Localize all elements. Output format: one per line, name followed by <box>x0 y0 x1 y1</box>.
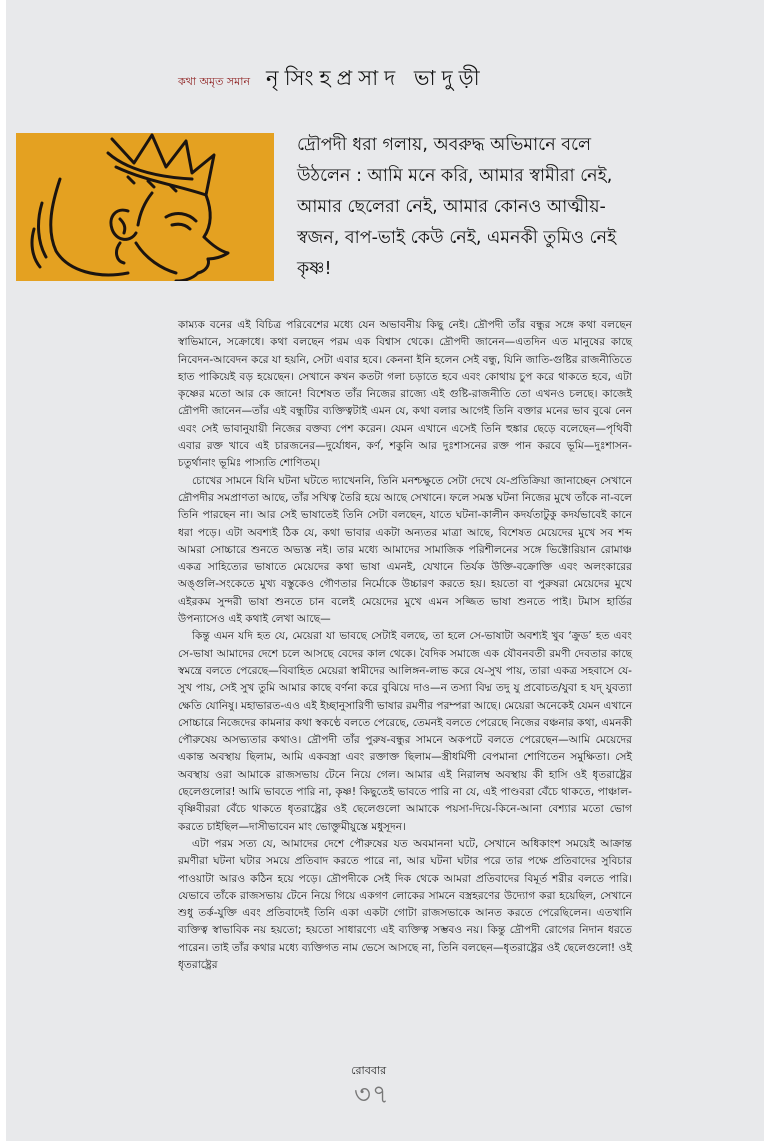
magazine-page <box>6 0 764 1141</box>
body-paragraph: কিন্তু এমন যদি হত যে, মেয়েরা যা ভাবছে সেটাই বলছে, তা হলে সে-ভাষাটা অবশ্যই খুব ‘ক্রুড’ হত এবং সে-ভাষা আমাদের দেশে চলে আসছে বেদের কাল থেকে। বৈদিক সমাজে এক যৌবনবতী রমণী দেবতার কাছে স্বমন্ত্রে বলতে পেরেছে—বিবাহিত মেয়েরা স্বামীদের আলিঙ্গন-লাভ করে যে-সুখ পায়, তারা একত্র সহবাসে যে-সুখ পায়, সেই সুখ তুমি আমার কাছে বর্ণনা করে বুঝিয়ে দাও—ন তস্যা বিদ্ম তদু যু প্রবোচত/যুবা হ যদ্ যুবত্যা ক্ষেতি যোনিষু। মহাভারত-এও এই ইচ্ছানুসারিণী ভাষার রমণীর পরম্পরা আছে। মেয়েরা অনেকেই যেমন এখানে সোচ্চারে নিজেদের কামনার কথা স্বকণ্ঠে বলতে পেরেছে, তেমনই বলতে পেরেছে নিজের বঞ্চনার কথা, এমনকী পৌরুষেয় অসভ্যতার কথাও। দ্রৌপদী তাঁর পুরুষ-বন্ধুর সামনে অকপটে বলতে পেরেছেন—আমি মেয়েদের একান্ত অবস্থায় ছিলাম, আমি একবস্ত্রা এবং রক্তাক্ত ছিলাম—স্ত্রীধর্মিণী বেপমানা শোণিতেন সমুক্ষিতা। সেই অবস্থায় ওরা আমাকে রাজসভায় টেনে নিয়ে গেল। আমার এই নিরালম্ব অবস্থায় কী হাসি ওই ধৃতরাষ্ট্রের ছেলেগুলোর! আমি ভাবতে পারি না, কৃষ্ণ! কিছুতেই ভাবতে পারি না যে, এই পাণ্ডবরা বেঁচে থাকতে, পাঞ্চাল-বৃষ্ণিবীররা বেঁচে থাকতে ধৃতরাষ্ট্রের ওই ছেলেগুলো আমাকে পয়সা-দিয়ে-কিনে-আনা বেশ্যার মতো ভোগ করতে চাইছিল—দাসীভাবেন মাং ভোক্তুমীয়ুস্তে মধুসূদন। <box>178 630 633 833</box>
body-paragraph: চোখের সামনে যিনি ঘটনা ঘটতে দ্যাখেননি, তিনি মনশ্চক্ষুতে সেটা দেখে যে-প্রতিক্রিয়া জানাচ্ছেন সেখানে দ্রৌপদীর সমপ্রাণতা আছে, তাঁর সখিত্ব তৈরি হয়ে আছে সেখানে। ফলে সমস্ত ঘটনা নিজের মুখে তাঁকে না-বলে তিনি পারছেন না। আর সেই ভাষাতেই তিনি সেটা বলছেন, যাতে ঘটনা-কালীন কদর্যতাটুকু কদর্যভাবেই কানে ধরা পড়ে। এটা অবশ্যই ঠিক যে, কথা ভাবার একটা অন্যতর মাত্রা আছে, বিশেষত মেয়েদের মুখে সব শব্দ আমরা সোচ্চারে শুনতে অভ্যস্ত নই। তার মধ্যে আমাদের সামাজিক পরিশীলনের সঙ্গে ভিক্টোরিয়ান রোমাঞ্চ একত্র সাহিত্যের ভাষাতে মেয়েদের কথা ভাষা এমনই, যেখানে তির্যক উক্তি-বক্রোক্তি এবং অলংকারের অঙ্গুলি-সংকেতে মুখ্য বস্তুকেও গৌণতার নির্মোকে উচ্চারণ করতে হয়। হয়তো বা পুরুষরা মেয়েদের মুখে এইরকম সুন্দরী ভাষা শুনতে চান বলেই মেয়েদের মুখে এমন সজ্জিত ভাষা শুনতে পাই। টমাস হার্ডির উপন্যাসেও এই কথাই লেখা আছে— <box>178 474 632 626</box>
author-name: নৃসিংহপ্রসাদ ভাদুড়ী <box>266 66 486 90</box>
page-number: ৩৭ <box>354 1080 390 1110</box>
magazine-name: রোববার <box>351 1064 387 1077</box>
body-paragraph: এটা পরম সত্য যে, আমাদের দেশে পৌরুষের যত অবমাননা ঘটে, সেখানে অধিকাংশ সময়েই আক্রান্ত রমণীরা ঘটনা ঘটার সময়ে প্রতিবাদ করতে পারে না, আর ঘটনা ঘটার পরে তার পক্ষে প্রতিবাদের সুবিচার পাওয়াটা আরও কঠিন হয়ে পড়ে। দ্রৌপদীকে সেই দিক থেকে আমরা প্রতিবাদের বিমূর্ত শরীর বলতে পারি। যেভাবে তাঁকে রাজসভায় টেনে নিয়ে গিয়ে একগণ লোকের সামনে বস্ত্রহরণের উদ্যোগ করা হয়েছিল, সেখানে শুধু তর্ক-যুক্তি এবং প্রতিবাদেই তিনি একা একটা গোটা রাজসভাকে আনত করতে পেরেছিলেন। এতখানি ব্যক্তিত্ব স্বাভাবিক নয় হয়তো; হয়তো সাধারণ্যে এই ব্যক্তিত্ব সম্ভবও নয়। কিন্তু দ্রৌপদী রোগের নিদান ধরতে পারেন। তাই তাঁর কথার মধ্যে ব্যক্তিগত নাম ভেসে আসছে না, তিনি বলছেন—ধৃতরাষ্ট্রের ওই ছেলেগুলো! ওই ধৃতরাষ্ট্রের <box>178 837 632 971</box>
pull-quote: দ্রৌপদী ধরা গলায়, অবরুদ্ধ অভিমানে বলে উঠলেন : আমি মনে করি, আমার স্বামীরা নেই, আমার ছেলেরা নেই, আমার কোনও আত্মীয়-স্বজন, বাপ-ভাই কেউ নেই, এমনকী তুমিও নেই কৃষ্ণ! <box>297 135 617 279</box>
article-body <box>178 317 632 974</box>
krishna-illustration <box>16 133 274 281</box>
krishna-sketch-icon <box>16 133 274 281</box>
series-title: কথা অমৃত সমান <box>178 75 251 88</box>
page-header <box>178 62 486 92</box>
body-paragraph: কাম্যক বনের এই বিচিত্র পরিবেশের মধ্যে যেন অভাবনীয় কিছু নেই। দ্রৌপদী তাঁর বন্ধুর সঙ্গে কথা বলছেন স্বাভিমানে, সক্রোধে। কথা বলছেন পরম এক বিশ্বাস থেকে। দ্রৌপদী জানেন—এতদিন এত মানুষের কাছে নিবেদন-আবেদন করে যা হয়নি, সেটা এবার হবে। কেননা ইনি হলেন সেই বন্ধু, যিনি জাতি-গুষ্টির রাজনীতিতে হাত পাকিয়েই বড় হয়েছেন। সেখানে কখন কতটা গলা চড়াতে হবে এবং কোথায় চুপ করে থাকতে হবে, এটা কৃষ্ণের মতো আর কে জানে! বিশেষত তাঁর নিজের রাজ্যে এই গুষ্টি-রাজনীতি তো এখনও চলছে। কাজেই দ্রৌপদী জানেন—তাঁর এই বন্ধুটির ব্যক্তিত্বটাই এমন যে, কথা বলার আগেই তিনি বক্তার মনের ভাব বুঝে নেন এবং সেই ভাবানুযায়ী নিজের বক্তব্য পেশ করেন। যেমন এখানে এসেই তিনি হুঙ্কার ছেড়ে বলেছেন—পৃথিবী এবার রক্ত খাবে এই চারজনের—দুর্যোধন, কর্ণ, শকুনি আর দুঃশাসনের রক্ত পান করবে ভূমি—দুঃশাসন-চতুর্থানাং ভূমিঃ পাস্যতি শোণিতম্। <box>178 319 632 470</box>
